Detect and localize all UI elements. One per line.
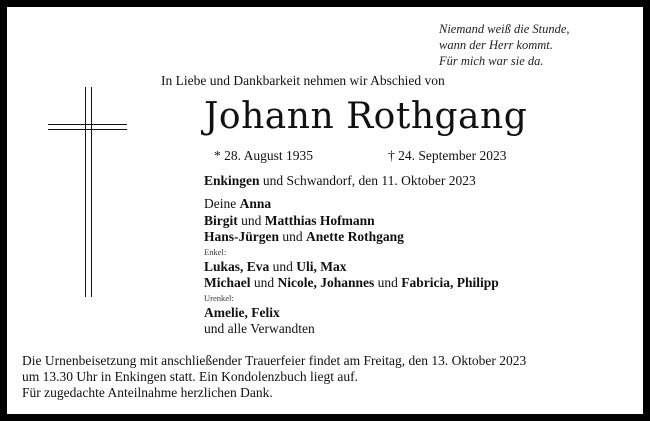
family-member: Amelie, Felix bbox=[204, 304, 280, 320]
family-line bbox=[204, 213, 499, 230]
family-member: Michael bbox=[204, 275, 251, 290]
death-date: † 24. September 2023 bbox=[388, 148, 507, 163]
family-text: Deine bbox=[204, 196, 240, 211]
family-list bbox=[204, 196, 499, 338]
family-text: und bbox=[250, 275, 278, 290]
family-member: Fabricia, Philipp bbox=[401, 275, 499, 290]
family-member: Anna bbox=[239, 196, 272, 211]
family-text: und bbox=[269, 258, 297, 274]
great-grandchildren-label: Urenkel: bbox=[204, 292, 234, 303]
family-member: Birgit bbox=[204, 212, 238, 228]
place-name: Enkingen bbox=[204, 173, 260, 188]
family-text: und bbox=[374, 275, 402, 290]
family-line bbox=[204, 196, 499, 213]
intro-text: In Liebe und Dankbarkeit nehmen wir Abschied von bbox=[161, 73, 445, 88]
family-member: Hans-Jürgen bbox=[204, 229, 280, 244]
family-line: und alle Verwandten bbox=[204, 321, 315, 336]
quote-line: Für mich war sie da. bbox=[439, 54, 544, 68]
notice-line: um 13.30 Uhr in Enkingen statt. Ein Kondolenzbuch liegt auf. bbox=[22, 369, 358, 384]
family-member: Lukas, Eva bbox=[204, 258, 270, 274]
cross-horizontal-bar bbox=[48, 124, 127, 130]
quote-line: wann der Herr kommt. bbox=[439, 38, 553, 52]
family-text: und bbox=[279, 229, 307, 244]
family-line bbox=[204, 229, 499, 246]
notice-line: Für zugedachte Anteilnahme herzlichen Dank. bbox=[22, 385, 273, 400]
family-member: Anette Rothgang bbox=[306, 229, 404, 244]
bible-quote bbox=[439, 21, 619, 69]
obituary-card bbox=[7, 7, 643, 414]
place-rest: und Schwandorf, den 11. Oktober 2023 bbox=[259, 173, 476, 188]
family-line bbox=[204, 275, 499, 292]
deceased-name: Johann Rothgang bbox=[204, 96, 528, 137]
place-date bbox=[204, 173, 476, 189]
family-member: Uli, Max bbox=[296, 258, 347, 274]
funeral-notice bbox=[22, 353, 526, 401]
cross-vertical-bar bbox=[85, 87, 92, 297]
family-line bbox=[204, 259, 499, 276]
family-line bbox=[204, 305, 499, 322]
family-member: Matthias Hofmann bbox=[264, 212, 375, 228]
family-text: und bbox=[237, 212, 265, 228]
birth-date: * 28. August 1935 bbox=[214, 148, 314, 163]
family-member: Nicole, Johannes bbox=[277, 275, 375, 290]
notice-line: Die Urnenbeisetzung mit anschließender Trauerfeier findet am Freitag, den 13. Oktober 2023 bbox=[22, 353, 527, 368]
grandchildren-label: Enkel: bbox=[204, 246, 227, 257]
quote-line: Niemand weiß die Stunde, bbox=[439, 22, 570, 36]
